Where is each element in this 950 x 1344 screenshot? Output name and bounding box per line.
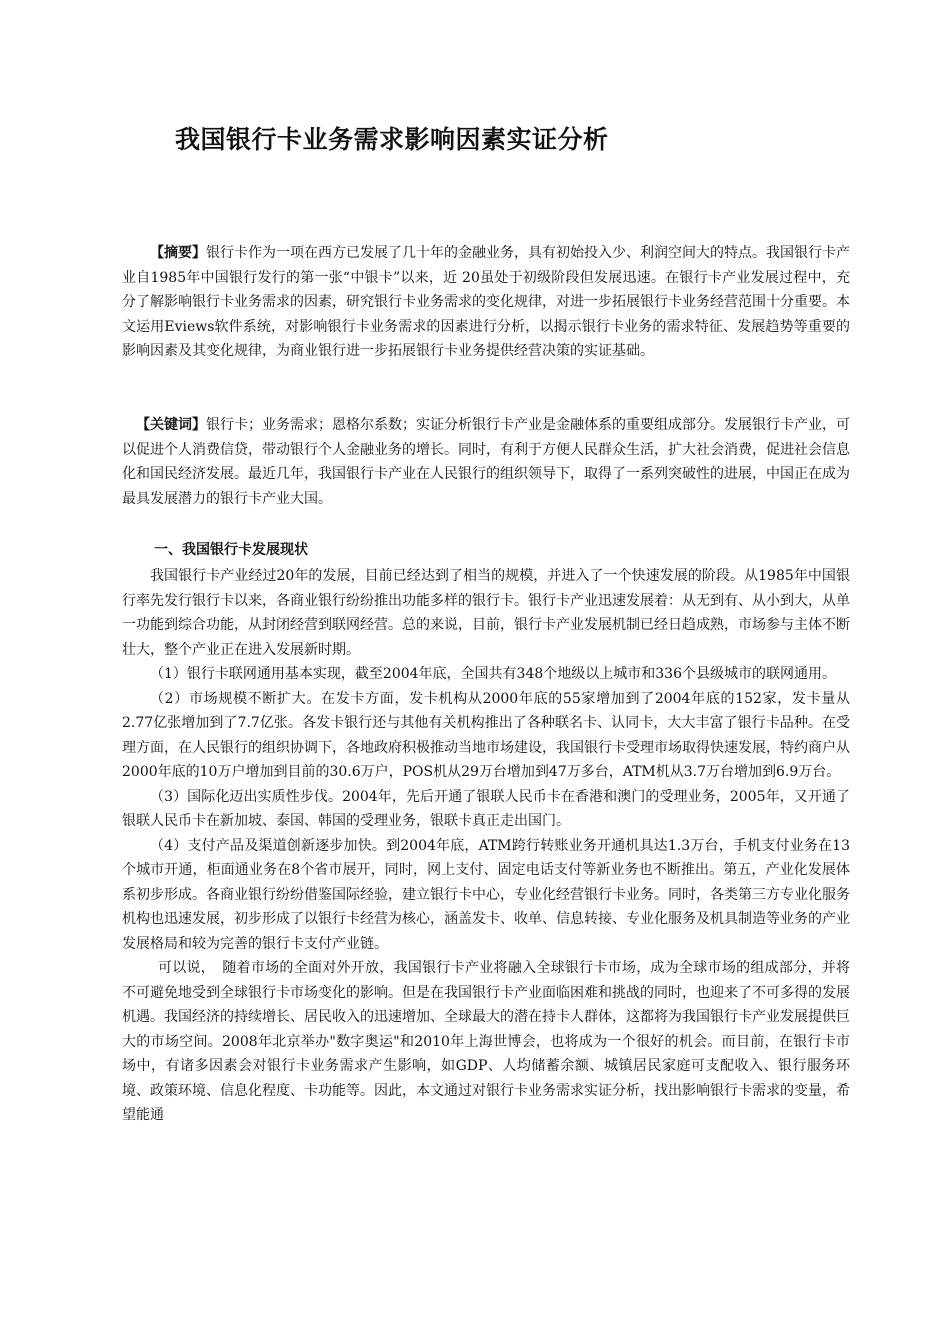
keywords-text: 银行卡；业务需求；恩格尔系数；实证分析银行卡产业是金融体系的重要组成部分。发展银行卡产业，可以促进个人消费信贷，带动银行个人金融业务的增长。同时，有利于方便人民群众生活，扩大社会消费，促进社会信息化和国民经济发展。最近几年，我国银行卡产业在人民银行的组织领导下，取得了一系列突破性的进展，中国正在成为最具发展潜力的银行卡产业大国。 [122,417,850,507]
body-paragraph: 可以说， 随着市场的全面对外开放，我国银行卡产业将融入全球银行卡市场，成为全球市场的组成部分，并将不可避免地受到全球银行卡市场变化的影响。但是在我国银行卡产业面临困难和挑战的同时，也迎来了不可多得的发展机遇。我国经济的持续增长、居民收入的迅速增加、全球最大的潜在持卡人群体，这都将为我国银行卡产业发展提供巨大的市场空间。2008年北京举办"数字奥运"和2010年上海世博会，也将成为一个很好的机会。而目前，在银行卡市场中，有诸多因素会对银行卡业务需求产生影响，如GDP、人均储蓄余额、城镇居民家庭可支配收入、银行服务环境、政策环境、信息化程度、卡功能等。因此，本文通过对银行卡业务需求实证分析，找出影响银行卡需求的变量，希望能通 [122,960,850,1123]
body-paragraph: （1）银行卡联网通用基本实现，截至2004年底，全国共有348个地级以上城市和336个县级城市的联网通用。 [150,666,836,682]
abstract-paragraph [122,241,850,364]
abstract-text: 银行卡作为一项在西方已发展了几十年的金融业务，具有初始投入少、利润空间大的特点。我国银行卡产业自1985年中国银行发行的第一张“中银卡”以来，近 20虽处于初级阶段但发展迅速。在银行卡产业发展过程中，充分了解影响银行卡业务需求的因素，研究银行卡业务需求的变化规律，对进一步拓展银行卡业务经营范围十分重要。本文运用Eviews软件系统，对影响银行卡业务需求的因素进行分析，以揭示银行卡业务的需求特征、发展趋势等重要的影响因素及其变化规律，为商业银行进一步拓展银行卡业务提供经营决策的实证基础。 [122,245,850,359]
body-paragraph: （2）市场规模不断扩大。在发卡方面，发卡机构从2000年底的55家增加到了2004年底的152家，发卡量从2.77亿张增加到了7.7亿张。各发卡银行还与其他有关机构推出了各种联名卡、认同卡，大大丰富了银行卡品种。在受理方面，在人民银行的组织协调下，各地政府积极推动当地市场建设，我国银行卡受理市场取得快速发展，特约商户从2000年底的10万户增加到目前的30.6万户，POS机从29万台增加到47万多台，ATM机从3.7万台增加到6.9万台。 [122,690,850,780]
section-heading: 一、我国银行卡发展现状 [154,542,308,558]
body-paragraph: （3）国际化迈出实质性步伐。2004年，先后开通了银联人民币卡在香港和澳门的受理业务，2005年，又开通了银联人民币卡在新加坡、泰国、韩国的受理业务，银联卡真正走出国门。 [122,788,850,829]
document-title: 我国银行卡业务需求影响因素实证分析 [175,125,609,154]
keywords-paragraph [122,413,850,511]
body-paragraph: （4）支付产品及渠道创新逐步加快。到2004年底，ATM跨行转账业务开通机具达1.3万台，手机支付业务在13个城市开通，柜面通业务在8个省市展开，同时，网上支付、固定电话支付等新业务也不断推出。第五，产业化发展体系初步形成。各商业银行纷纷借鉴国际经验，建立银行卡中心，专业化经营银行卡业务。同时，各类第三方专业化服务机构也迅速发展，初步形成了以银行卡经营为核心，涵盖发卡、收单、信息转接、专业化服务及机具制造等业务的产业发展格局和较为完善的银行卡支付产业链。 [122,837,850,952]
abstract-label: 【摘要】 [150,245,206,261]
keywords-label: 【关键词】 [136,417,206,433]
section-body [122,564,850,1128]
body-paragraph: 我国银行卡产业经过20年的发展，目前已经达到了相当的规模，并进入了一个快速发展的阶段。从1985年中国银行率先发行银行卡以来，各商业银行纷纷推出功能多样的银行卡。银行卡产业迅速发展着：从无到有、从小到大，从单一功能到综合功能，从封闭经营到联网经营。总的来说，目前，银行卡产业发展机制已经日趋成熟，市场参与主体不断壮大，整个产业正在进入发展新时期。 [122,568,850,658]
